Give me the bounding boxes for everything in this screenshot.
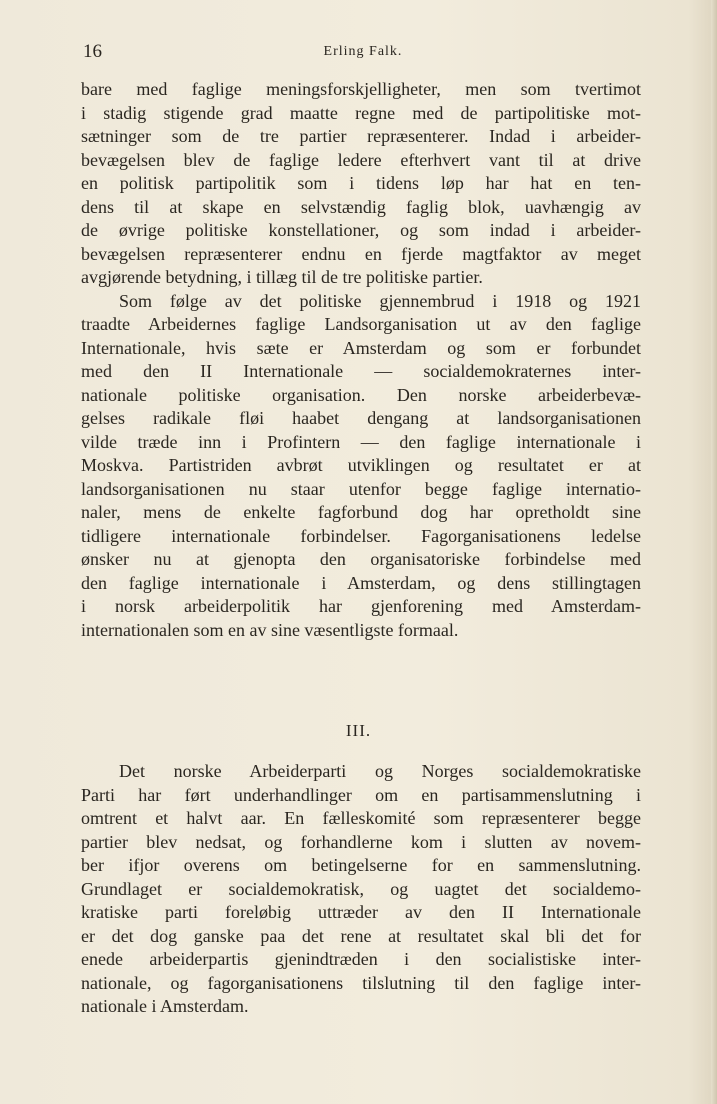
text-line: er det dog ganske paa det rene at resultatet skal bli det for: [81, 925, 641, 946]
section-heading: III.: [345, 721, 372, 740]
text-line: Internationale, hvis sæte er Amsterdam og som er forbundet: [81, 337, 641, 358]
text-line: bare med faglige meningsforskjelligheter, men som tvertimot: [81, 79, 641, 99]
text-line: enede arbeiderpartis gjenindtræden i den socialistiske inter-: [81, 949, 641, 969]
page-edge-shadow: [711, 0, 717, 1104]
text-line: sætninger som de tre partier repræsenterer. Indad i arbeider-: [81, 126, 641, 146]
text-line: partier blev nedsat, og forhandlerne kom i slutten av novem-: [81, 831, 641, 852]
text-line: tidligere internationale forbindelser. Fagorganisationens ledelse: [81, 525, 641, 546]
text-line: avgjørende betydning, i tillæg til de tre politiske partier.: [81, 267, 483, 287]
text-line: bevægelsen repræsenterer endnu en fjerde magtfaktor av meget: [81, 243, 641, 264]
text-line: internationalen som en av sine væsentligste formaal.: [81, 619, 459, 640]
text-line: Parti har ført underhandlinger om en partisammenslutning i: [81, 784, 641, 805]
running-head: Erling Falk.: [323, 44, 403, 59]
body-text-continued: [81, 78, 641, 642]
text-line: nationale politiske organisation. Den norske arbeiderbevæ-: [81, 384, 641, 405]
paragraph-start-line: Det norske Arbeiderparti og Norges socialdemokratiske: [119, 761, 641, 781]
text-line: Grundlaget er socialdemokratisk, og uagtet det socialdemo-: [81, 878, 641, 899]
text-line: naler, mens de enkelte fagforbund dog har opretholdt sine: [81, 502, 641, 522]
body-text-section-iii: [81, 760, 641, 1019]
text-line: landsorganisationen nu staar utenfor begge faglige internatio-: [81, 478, 641, 499]
paragraph-start-line: Som følge av det politiske gjennembrud i 1918 og 1921: [119, 290, 641, 311]
text-line: en politisk partipolitik som i tidens løp har hat en ten-: [81, 173, 641, 193]
text-line: ber ifjor overens om betingelserne for en sammenslutning.: [81, 855, 641, 875]
text-line: Moskva. Partistriden avbrøt utviklingen og resultatet er at: [81, 455, 641, 475]
page-header: [83, 40, 643, 64]
text-line: gelses radikale fløi haabet dengang at landsorganisationen: [81, 408, 641, 428]
text-line: bevægelsen blev de faglige ledere efterhvert vant til at drive: [81, 149, 641, 170]
page-number: 16: [83, 41, 102, 62]
text-line: med den II Internationale — socialdemokraternes inter-: [81, 361, 641, 381]
text-line: kratiske parti foreløbig uttræder av den II Internationale: [81, 902, 641, 922]
text-line: vilde træde inn i Profintern — den faglige internationale i: [81, 431, 641, 452]
text-line: i stadig stigende grad maatte regne med de partipolitiske mot-: [81, 102, 641, 123]
text-line: de øvrige politiske konstellationer, og som indad i arbeider-: [81, 220, 641, 240]
text-line: omtrent et halvt aar. En fælleskomité som repræsenterer begge: [81, 808, 641, 828]
text-line: dens til at skape en selvstændig faglig blok, uavhængig av: [81, 196, 641, 217]
text-line: nationale i Amsterdam.: [81, 996, 249, 1016]
text-line: i norsk arbeiderpolitik har gjenforening med Amsterdam-: [81, 596, 641, 616]
text-line: nationale, og fagorganisationens tilslutning til den faglige inter-: [81, 972, 641, 993]
text-line: traadte Arbeidernes faglige Landsorganisation ut av den faglige: [81, 314, 641, 334]
text-line: den faglige internationale i Amsterdam, og dens stillingtagen: [81, 572, 641, 593]
text-line: ønsker nu at gjenopta den organisatoriske forbindelse med: [81, 549, 641, 569]
